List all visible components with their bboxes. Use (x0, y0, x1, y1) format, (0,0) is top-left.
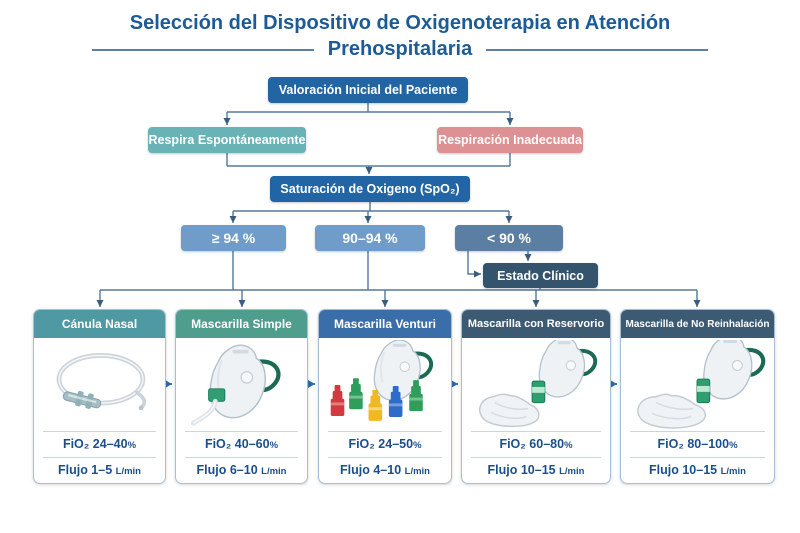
device-card-mascarilla-con-reservorio (461, 309, 611, 484)
flow-unit: L/min (404, 466, 430, 477)
device-card-header: Mascarilla Simple (176, 310, 307, 338)
fio2-value: FiO₂ 80–100 (657, 437, 730, 451)
flow-unit: L/min (115, 466, 141, 477)
device-card-mascarilla-no-reinhalacion (620, 309, 775, 484)
device-card-header: Mascarilla con Reservorio (462, 310, 610, 338)
device-card-mascarilla-venturi (318, 309, 452, 484)
node-initial-assessment: Valoración Inicial del Paciente (268, 77, 468, 103)
title-rule-right (486, 49, 708, 51)
flow-row (328, 457, 442, 483)
title-line1: Selección del Dispositivo de Oxigenoterapia en Atención (129, 12, 671, 34)
fio2-unit: % (564, 440, 573, 451)
fio2-row (630, 432, 765, 457)
title-line2: Prehospitalaria (327, 38, 473, 60)
node-breathing-spontaneous: Respira Espontáneamente (148, 127, 306, 153)
page-title (0, 12, 800, 61)
flow-value: Flujo 6–10 (196, 463, 258, 477)
node-breathing-inadequate: Respiración Inadecuada (437, 127, 583, 153)
reservoir-mask-illustration (462, 338, 610, 431)
device-card-header: Cánula Nasal (34, 310, 165, 338)
node-spo2-ge-94: ≥ 94 % (181, 225, 286, 251)
device-card-canula-nasal (33, 309, 166, 484)
flow-unit: L/min (559, 466, 585, 477)
device-specs (630, 431, 765, 483)
device-specs (328, 431, 442, 483)
node-spo2-90-94: 90–94 % (315, 225, 425, 251)
fio2-row (43, 432, 156, 457)
flow-value: Flujo 10–15 (487, 463, 556, 477)
node-clinical-status: Estado Clínico (483, 263, 598, 288)
fio2-value: FiO₂ 60–80 (499, 437, 565, 451)
fio2-value: FiO₂ 40–60 (204, 437, 270, 451)
fio2-value: FiO₂ 24–50 (348, 437, 414, 451)
non-rebreather-mask-illustration (621, 338, 774, 431)
flow-unit: L/min (720, 466, 746, 477)
flow-row (43, 457, 156, 483)
fio2-unit: % (729, 440, 738, 451)
fio2-unit: % (413, 440, 422, 451)
fio2-row (471, 432, 601, 457)
device-specs (185, 431, 298, 483)
device-card-mascarilla-simple (175, 309, 308, 484)
title-rule-left (92, 49, 314, 51)
fio2-row (328, 432, 442, 457)
device-specs (43, 431, 156, 483)
flow-value: Flujo 4–10 (340, 463, 402, 477)
simple-oxygen-mask-illustration (176, 338, 307, 431)
device-specs (471, 431, 601, 483)
fio2-unit: % (127, 440, 137, 451)
fio2-value: FiO₂ 24–40 (62, 437, 128, 451)
flow-value: Flujo 1–5 (57, 463, 113, 477)
fio2-row (185, 432, 298, 457)
fio2-unit: % (269, 440, 279, 451)
node-oxygen-saturation: Saturación de Oxigeno (SpO₂) (270, 176, 470, 202)
flow-unit: L/min (261, 466, 287, 477)
device-card-header: Mascarilla de No Reinhalación (621, 310, 774, 338)
device-card-header: Mascarilla Venturi (319, 310, 451, 338)
flow-value: Flujo 10–15 (649, 463, 718, 477)
flow-row (471, 457, 601, 483)
nasal-cannula-illustration (34, 338, 165, 431)
flow-row (185, 457, 298, 483)
venturi-mask-illustration (319, 338, 451, 431)
flow-row (630, 457, 765, 483)
node-spo2-lt-90: < 90 % (455, 225, 563, 251)
